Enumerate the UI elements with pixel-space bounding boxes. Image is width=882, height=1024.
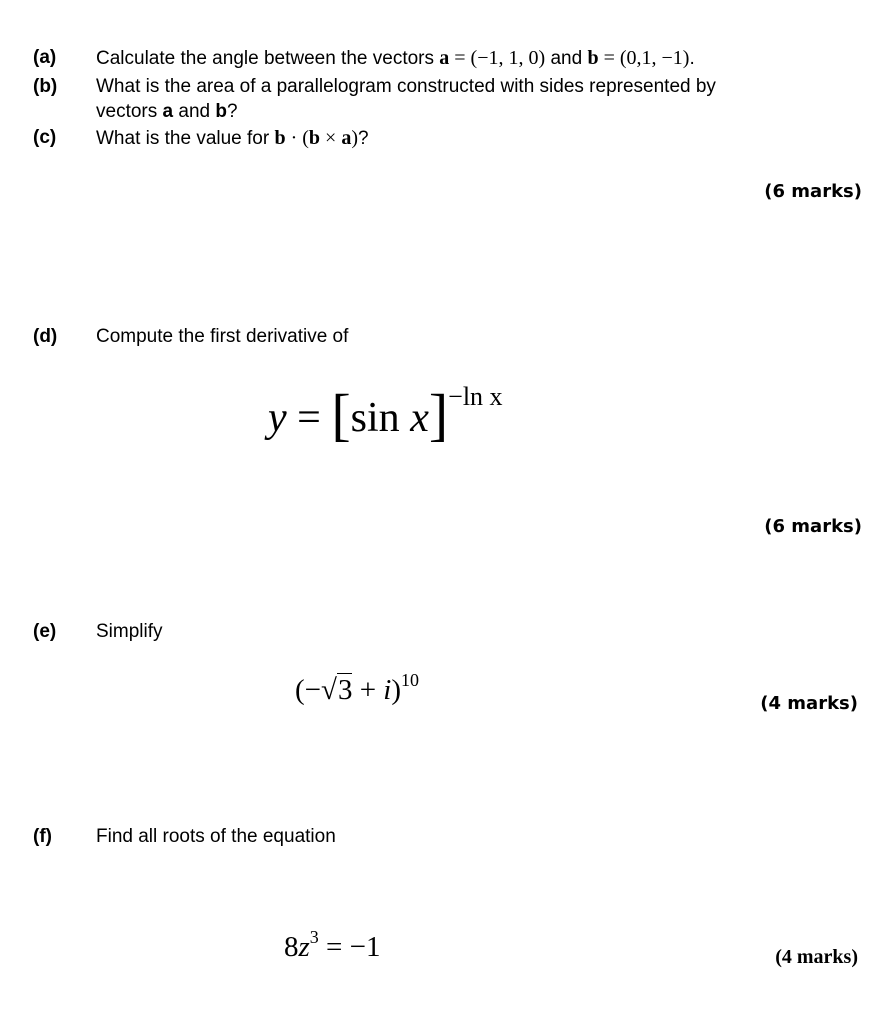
vector-b-name: b [587,47,599,69]
eq-e-radicand: 3 [337,674,353,706]
vector-a-value: = (−1, 1, 0) [449,47,546,69]
vector-b-value: = (0,1, −1) [598,47,690,69]
equation-f [284,927,381,964]
part-a-period: . [689,48,695,69]
marks-abc: (6 marks) [764,181,862,202]
part-b-qmark: ? [226,101,238,122]
part-b-line1: What is the area of a parallelogram constructed with sides represented by [96,76,716,97]
sqrt-icon: √ [321,674,337,706]
vector-a-name: a [439,47,450,69]
marks-f: (4 marks) [775,946,858,968]
part-c-times: × [320,127,342,149]
equation-e [295,670,420,707]
part-c-close: ) [351,127,358,149]
part-e-label: (e) [33,621,57,642]
eq-d-right-bracket: ] [428,382,449,447]
eq-d-exponent: −ln x [448,382,503,411]
part-c-qmark: ? [358,128,369,149]
part-c-a: a [341,127,352,149]
part-c-question [96,127,369,150]
part-b-and: and [173,101,216,122]
part-c-dot: · ( [285,127,309,149]
eq-e-exponent: 10 [401,670,420,690]
eq-f-coefficient: 8 [284,931,299,963]
eq-d-sin: sin [350,395,411,441]
eq-f-rhs: = −1 [318,931,381,963]
part-a-text: Calculate the angle between the vectors [96,48,440,69]
eq-d-equals: = [286,395,332,441]
eq-e-open: (− [295,674,322,706]
part-d-text: Compute the first derivative of [96,326,349,347]
part-a-label: (a) [33,47,57,68]
eq-d-left-bracket: [ [331,382,351,447]
part-f-label: (f) [33,826,52,847]
eq-e-i: i [383,674,392,706]
eq-d-x: x [410,395,429,441]
part-c-label: (c) [33,127,57,148]
part-e-text: Simplify [96,621,163,642]
part-b-line2 [96,101,238,123]
part-f-text: Find all roots of the equation [96,826,336,847]
part-a-and: and [545,48,588,69]
part-d-label: (d) [33,326,58,347]
eq-e-close: ) [391,674,402,706]
part-c-text: What is the value for [96,128,275,149]
marks-e: (4 marks) [760,693,858,714]
part-b-text: vectors [96,101,163,122]
equation-d [268,378,503,445]
part-b-vector-a: a [162,101,174,122]
part-a-question [96,47,695,70]
part-b-label: (b) [33,76,58,97]
eq-e-plus: + [352,674,384,706]
marks-d: (6 marks) [764,516,862,537]
eq-f-z: z [298,931,310,963]
eq-d-y: y [268,395,287,441]
eq-f-exponent: 3 [309,927,319,947]
part-c-b1: b [274,127,286,149]
part-c-b2: b [308,127,321,149]
part-b-vector-b: b [215,101,227,122]
